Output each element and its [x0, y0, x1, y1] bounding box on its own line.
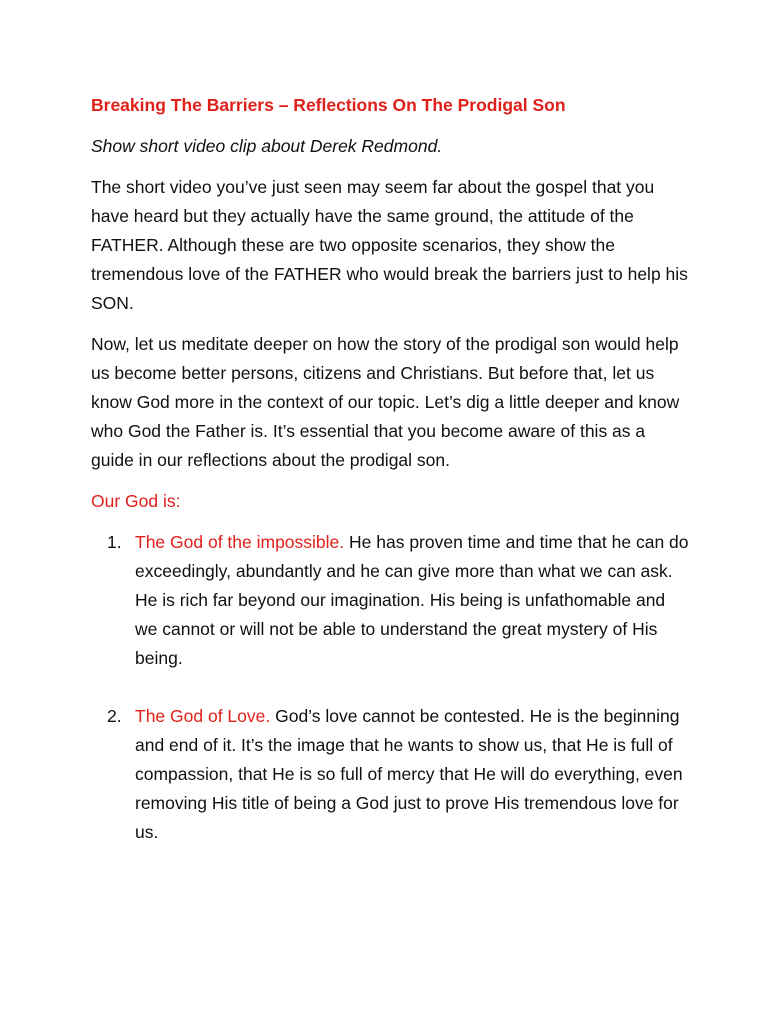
- list-item-text: He has proven time and time that he can do exceedingly, abundantly and he can give more than what we can ask. He is rich far beyond our imagination. His being is unfathomable and we cannot or will not be able to understand the great mystery of His being.: [135, 532, 689, 668]
- document-title: Breaking The Barriers – Reflections On The Prodigal Son: [91, 95, 566, 115]
- paragraph-meditation: Now, let us meditate deeper on how the story of the prodigal son would help us become better persons, citizens and Christians. But before that, let us know God more in the context of our topic. Let’s dig a little deeper and know who God the Father is. It’s essential that you become aware of this as a guide in our reflections about the prodigal son.: [91, 334, 680, 470]
- paragraph-intro: The short video you’ve just seen may seem far about the gospel that you have heard but they actually have the same ground, the attitude of the FATHER. Although these are two opposite scenarios, they show the tremendous love of the FATHER who would break the barriers just to help his SON.: [91, 177, 688, 313]
- list-item-text: God’s love cannot be contested. He is the beginning and end of it. It’s the image that he wants to show us, that He is full of compassion, that He is so full of mercy that He will do everything, even removing His title of being a God just to prove His tremendous love for us.: [135, 706, 683, 842]
- list-item: [91, 528, 691, 673]
- attributes-list: [91, 528, 691, 847]
- list-item-heading: The God of the impossible.: [135, 532, 345, 552]
- list-item-number: 1.: [107, 532, 122, 552]
- list-item-number: 2.: [107, 706, 122, 726]
- document-subtitle: Show short video clip about Derek Redmond.: [91, 136, 443, 156]
- list-heading: Our God is:: [91, 491, 181, 511]
- list-item-heading: The God of Love.: [135, 706, 271, 726]
- document-page: [91, 91, 691, 876]
- list-item: [91, 702, 691, 847]
